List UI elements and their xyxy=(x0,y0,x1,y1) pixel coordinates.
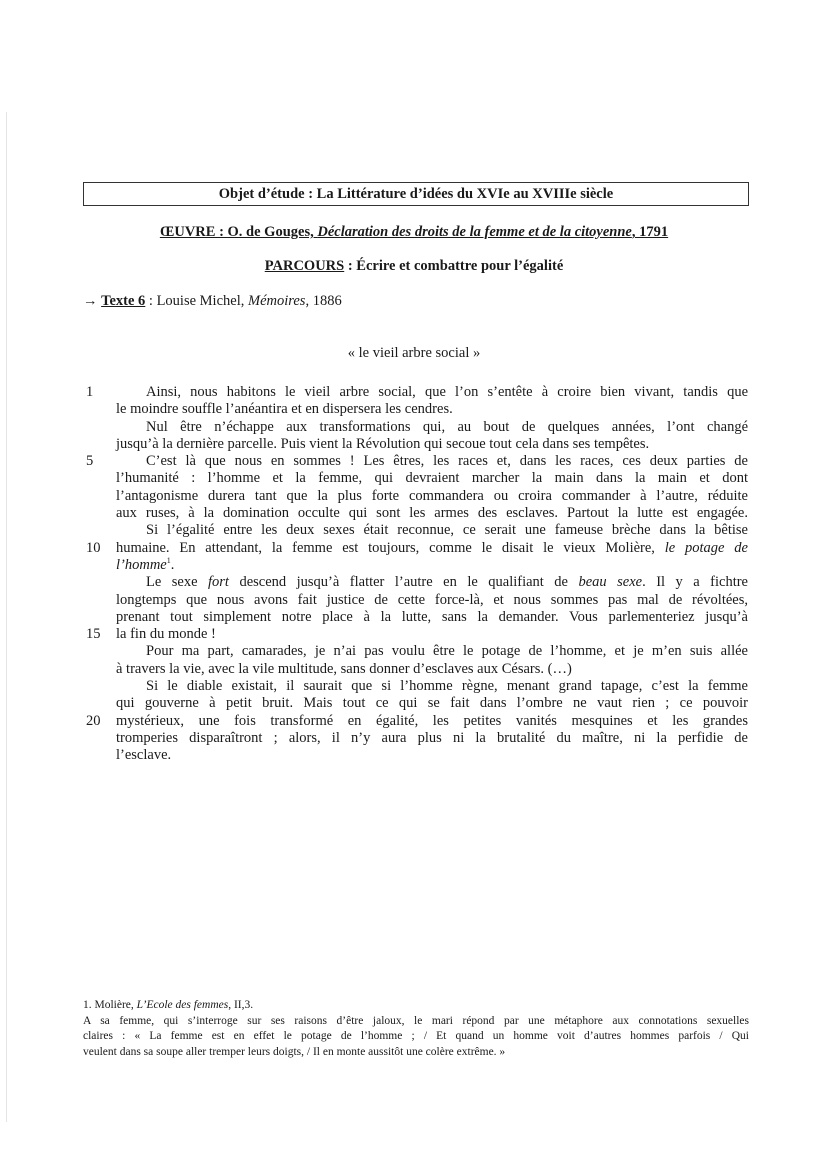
texte-sep: : Louise Michel, xyxy=(145,293,248,309)
parcours-line xyxy=(0,258,828,275)
texte-year: , 1886 xyxy=(305,293,342,309)
line-number: 10 xyxy=(86,539,101,556)
text-line: 20 mystérieux, une fois transformé en égalité, les petites vanités mesquines et les grandes xyxy=(86,712,748,729)
text-line: l’homme$^1$. xyxy=(116,556,175,573)
text-line: l’antagonisme durera tant que la plus forte commandera ou croira commander à l’autre, réduite xyxy=(116,487,748,504)
text-line: longtemps que nous avons fait justice de cette force-là, et nous sommes pas mal de révoltées, xyxy=(116,591,748,608)
footnote-line: 1. Molière, L’Ecole des femmes, II,3. xyxy=(83,999,254,1011)
footnote xyxy=(83,998,749,1060)
oeuvre-label: ŒUVRE : O. de Gouges, xyxy=(159,224,318,240)
text-line: Pour ma part, camarades, je n’ai pas voulu être le potage de l’homme, et je m’en suis allée xyxy=(146,643,748,660)
body-text xyxy=(86,384,748,765)
text-line: qui gouverne à petit bruit. Mais tout ce qui se fait dans l’ombre ne vaut rien ; ce pouvoir xyxy=(116,695,748,712)
parcours-text: : Écrire et combattre pour l’égalité xyxy=(344,258,564,274)
text-line: jusqu’à la dernière parcelle. Puis vient la Révolution qui secoue tout cela dans ses tempêtes. xyxy=(116,435,650,452)
text-line: 10 humaine. En attendant, la femme est toujours, comme le disait le vieux Molière, le potage de xyxy=(86,539,748,556)
text-line: à travers la vie, avec la vile multitude, sans donner d’esclaves aux Césars. (…) xyxy=(116,660,572,677)
text-line: aux ruses, à la domination occulte qui sont les armes des esclaves. Partout la lutte est engagée. xyxy=(116,505,748,522)
text-line: tromperies disparaîtront ; alors, il n’y aura plus ni la brutalité du maître, ni la perfidie de xyxy=(116,729,748,746)
line-number: 5 xyxy=(86,453,94,470)
arrow-icon: → xyxy=(83,293,102,309)
text-line: le moindre souffle l’anéantira et en dispersera les cendres. xyxy=(116,401,453,418)
header-title: Objet d’étude : La Littérature d’idées du XVIe au XVIIIe siècle xyxy=(218,185,614,202)
oeuvre-line xyxy=(0,224,828,241)
texte-work: Mémoires xyxy=(248,293,306,309)
oeuvre-title: Déclaration des droits de la femme et de la citoyenne xyxy=(317,224,632,240)
text-line: 1 Ainsi, nous habitons le vieil arbre social, que l’on s’entête à croire bien vivant, tandis que xyxy=(86,384,748,400)
text-line: l’humanité : l’homme et la femme, qui devraient marcher la main dans la main et dont xyxy=(116,470,748,487)
texte-line xyxy=(83,293,342,310)
text-line: Si le diable existait, il saurait que si l’homme règne, menant grand tapage, c’est la femme xyxy=(146,678,748,695)
header-box xyxy=(83,182,749,206)
line-number: 20 xyxy=(86,712,101,729)
footnote-line: veulent dans sa soupe aller tremper leurs doigts, / Il en monte aussitôt une colère extrême. » xyxy=(83,1045,506,1058)
text-subtitle: « le vieil arbre social » xyxy=(347,345,481,361)
parcours-label: PARCOURS xyxy=(264,258,345,274)
oeuvre-year: , 1791 xyxy=(631,224,669,240)
text-line: l’esclave. xyxy=(116,747,172,764)
text-line: Le sexe fort descend jusqu’à flatter l’autre en le qualifiant de beau sexe. Il y a fichtre xyxy=(146,574,748,591)
line-number: 1 xyxy=(86,384,94,400)
footnote-line: claires : « La femme est en effet le potage de l’homme ; / Et quand un homme voit d’autres hommes parfois / Qui xyxy=(83,1030,749,1042)
text-line: prenant tout simplement notre place à la lutte, sans la demander. Vous parlementeriez jusqu’à xyxy=(116,608,748,625)
line-number: 15 xyxy=(86,626,101,643)
texte-label: Texte 6 xyxy=(101,293,146,309)
footnote-line: A sa femme, qui s’interroge sur ses raisons d’être jaloux, le mari répond par une métaphore aux connotations sexuelles xyxy=(83,1014,749,1027)
text-line: 5 C’est là que nous en sommes ! Les êtres, les races et, dans les races, ces deux parties de xyxy=(86,453,748,470)
text-line: Nul être n’échappe aux transformations qui, au bout de quelques années, l’ont changé xyxy=(146,418,748,435)
text-line: 15 la fin du monde ! xyxy=(86,626,216,643)
text-line: Si l’égalité entre les deux sexes était reconnue, ce serait une fameuse brèche dans la bêtise xyxy=(146,522,748,539)
